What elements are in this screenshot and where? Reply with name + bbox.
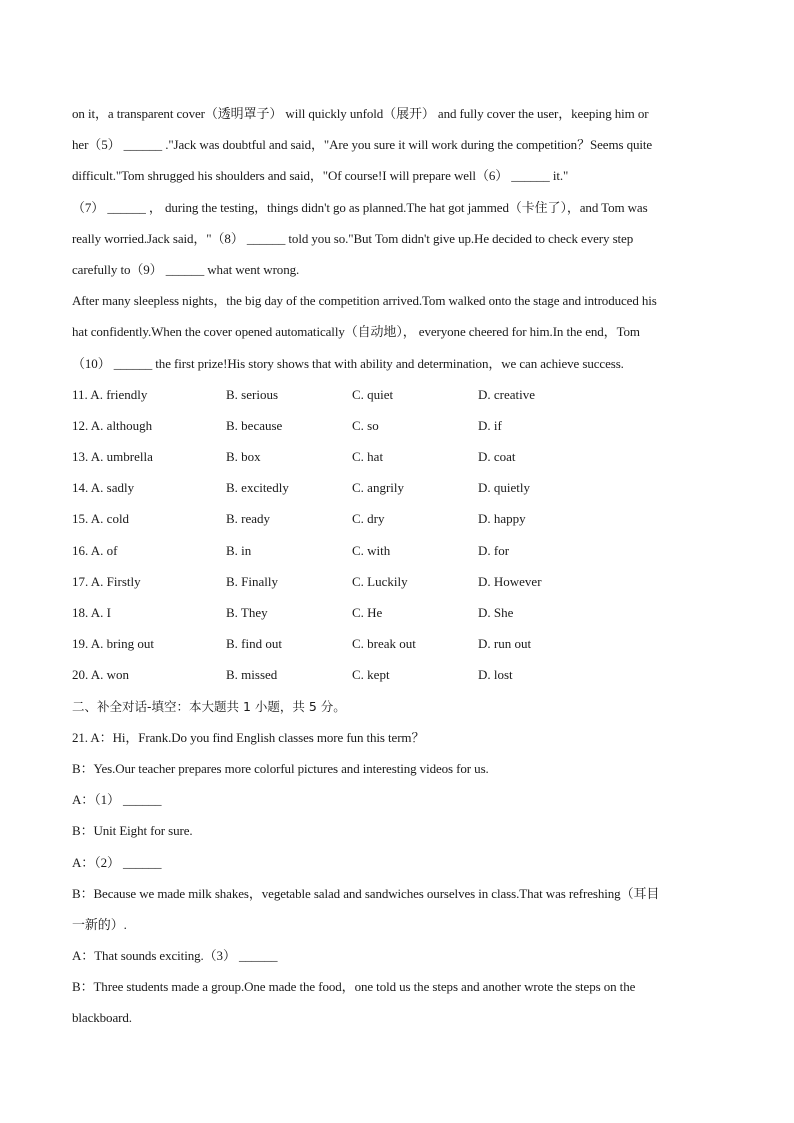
option-d: D. run out: [478, 636, 532, 652]
option-b: B. in: [226, 542, 252, 558]
option-c: C. angrily: [352, 480, 404, 496]
passage-line: After many sleepless nights，the big day of the competition arrived.Tom walked onto the stage and introduced his: [72, 293, 657, 309]
question-options-20: [72, 659, 722, 690]
option-c: C. break out: [352, 636, 416, 652]
option-b: B. because: [226, 417, 283, 433]
option-d: D. happy: [478, 511, 526, 527]
option-c: C. kept: [352, 667, 390, 683]
option-b: B. excitedly: [226, 480, 289, 496]
option-d: D. She: [478, 605, 514, 620]
passage-line: on it，a transparent cover（透明罩子） will quickly unfold（展开） and fully cover the user，keeping him or: [72, 106, 649, 121]
passage-line: （7） ______ ， during the testing，things didn't go as planned.The hat got jammed（卡住了），and Tom was: [72, 199, 648, 215]
question-options-15: [72, 503, 722, 534]
option-b: B. find out: [226, 636, 282, 652]
option-d: D. if: [478, 417, 502, 433]
dialogue-line: 21. A：Hi，Frank.Do you find English classes more fun this term？: [72, 729, 425, 745]
passage: [72, 98, 722, 379]
option-b: B. Finally: [226, 573, 279, 589]
options-list: [72, 379, 722, 691]
option-b: B. serious: [226, 386, 278, 402]
dialogue-line: 一新的）.: [72, 916, 127, 932]
passage-line: her（5） ______ ."Jack was doubtful and said，"Are you sure it will work during the competition？Seems quite: [72, 137, 653, 153]
option-a: 15. A. cold: [72, 511, 130, 527]
dialogue-line: B：Unit Eight for sure.: [72, 823, 193, 839]
option-b: B. box: [226, 449, 261, 465]
dialogue-line: A：（2） ______: [72, 854, 162, 870]
dialogue-line: A：（1） ______: [72, 792, 162, 808]
option-d: D. coat: [478, 449, 516, 465]
question-options-12: [72, 410, 722, 441]
passage-line: hat confidently.When the cover opened automatically（自动地）， everyone cheered for him.In the end，Tom: [72, 324, 640, 340]
option-d: D. creative: [478, 386, 536, 402]
dialogue: [72, 722, 722, 1034]
question-options-18: [72, 597, 722, 628]
option-a: 12. A. although: [72, 417, 153, 433]
passage-line: carefully to（9） ______ what went wrong.: [72, 261, 300, 277]
option-a: 19. A. bring out: [72, 636, 154, 652]
option-c: C. He: [352, 605, 383, 620]
question-options-16: [72, 535, 722, 566]
option-a: 20. A. won: [72, 667, 130, 683]
passage-line: （10） ______ the first prize!His story shows that with ability and determination，we can achieve success.: [72, 355, 624, 371]
option-a: 17. A. Firstly: [72, 573, 141, 589]
option-a: 16. A. of: [72, 542, 118, 558]
option-d: D. However: [478, 573, 542, 589]
option-b: B. They: [226, 605, 268, 620]
dialogue-line: B：Three students made a group.One made the food，one told us the steps and another wrote the steps on the: [72, 979, 636, 995]
option-c: C. Luckily: [352, 573, 408, 589]
question-options-17: [72, 566, 722, 597]
option-d: D. lost: [478, 667, 513, 683]
dialogue-line: A：That sounds exciting.（3） ______: [72, 948, 278, 964]
dialogue-line: blackboard.: [72, 1010, 132, 1026]
option-c: C. with: [352, 542, 391, 558]
question-options-14: [72, 472, 722, 503]
option-a: 13. A. umbrella: [72, 449, 153, 465]
passage-line: difficult."Tom shrugged his shoulders and said，"Of course!I will prepare well（6） ______ it.": [72, 168, 569, 184]
option-b: B. ready: [226, 511, 271, 527]
option-a: 14. A. sadly: [72, 480, 135, 496]
question-options-13: [72, 441, 722, 472]
option-d: D. quietly: [478, 480, 530, 496]
option-b: B. missed: [226, 667, 278, 683]
option-a: 18. A. I: [72, 605, 111, 620]
dialogue-line: B：Because we made milk shakes，vegetable salad and sandwiches ourselves in class.That was refreshing（耳目: [72, 885, 660, 901]
passage-line: really worried.Jack said，"（8） ______ told you so."But Tom didn't give up.He decided to check every step: [72, 230, 634, 246]
question-options-19: [72, 628, 722, 659]
question-options-11: [72, 379, 722, 410]
option-a: 11. A. friendly: [72, 386, 148, 402]
option-c: C. so: [352, 417, 379, 433]
document-page: [72, 98, 722, 1034]
dialogue-line: B：Yes.Our teacher prepares more colorful pictures and interesting videos for us.: [72, 760, 489, 776]
option-d: D. for: [478, 542, 510, 558]
section-heading: 二、补全对话-填空：本大题共 1 小题，共 5 分。: [72, 698, 346, 714]
option-c: C. quiet: [352, 386, 394, 402]
option-c: C. hat: [352, 449, 384, 465]
option-c: C. dry: [352, 511, 385, 527]
